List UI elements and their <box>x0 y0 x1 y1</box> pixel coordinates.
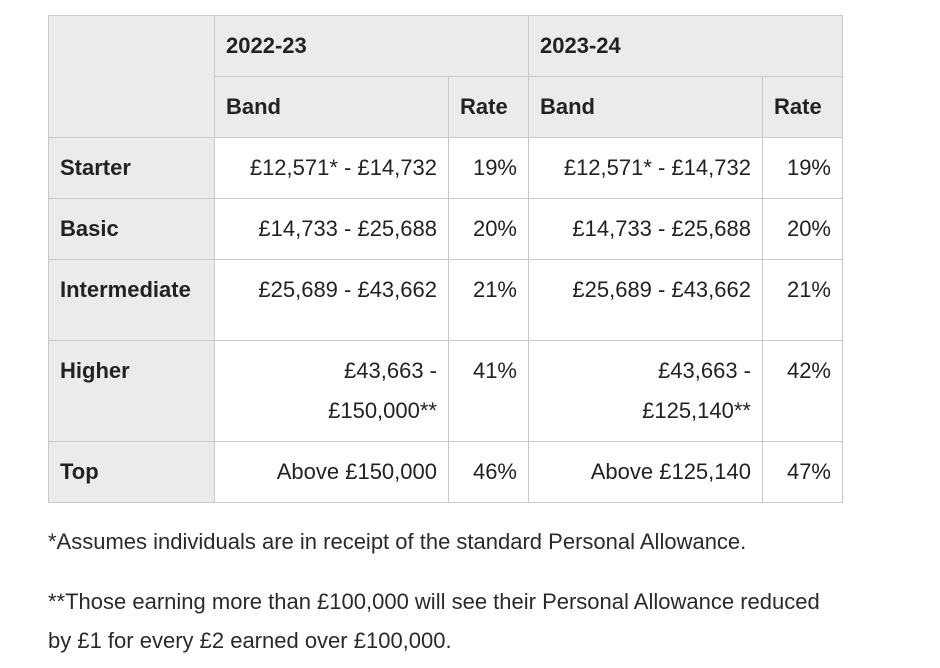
rate-header-2022-23: Rate <box>449 77 529 138</box>
rate-cell: 20% <box>449 199 529 260</box>
rate-cell: 46% <box>449 442 529 503</box>
rate-cell: 19% <box>449 138 529 199</box>
band-cell <box>529 341 763 442</box>
table-row <box>49 341 843 442</box>
rate-header-2023-24: Rate <box>763 77 843 138</box>
row-label-starter: Starter <box>49 138 215 199</box>
band-header-2023-24: Band <box>529 77 763 138</box>
band-cell: £25,689 - £43,662 <box>529 260 763 341</box>
footnote-personal-allowance: *Assumes individuals are in receipt of the standard Personal Allowance. <box>48 529 747 554</box>
band-line: £125,140** <box>642 398 751 423</box>
table-row <box>49 260 843 341</box>
year-header-2023-24: 2023-24 <box>529 16 843 77</box>
rate-cell: 21% <box>449 260 529 341</box>
table-row <box>49 199 843 260</box>
rate-cell: 42% <box>763 341 843 442</box>
row-label-top: Top <box>49 442 215 503</box>
band-cell: £12,571* - £14,732 <box>529 138 763 199</box>
band-cell: £14,733 - £25,688 <box>215 199 449 260</box>
table-row <box>49 138 843 199</box>
rate-cell: 21% <box>763 260 843 341</box>
table-row <box>49 442 843 503</box>
rate-cell: 20% <box>763 199 843 260</box>
band-cell: Above £150,000 <box>215 442 449 503</box>
band-cell: £14,733 - £25,688 <box>529 199 763 260</box>
band-line: £43,663 - <box>344 358 437 383</box>
band-line: £150,000** <box>328 398 437 423</box>
year-header-row <box>49 16 843 77</box>
row-label-higher: Higher <box>49 341 215 442</box>
band-line: £43,663 - <box>658 358 751 383</box>
year-header-2022-23: 2022-23 <box>215 16 529 77</box>
rate-cell: 19% <box>763 138 843 199</box>
income-tax-table <box>48 15 843 503</box>
row-label-intermediate: Intermediate <box>49 260 215 341</box>
footnote-allowance-reduction: **Those earning more than £100,000 will see their Personal Allowance reduced by £1 for every £2 earned over £100,000. <box>48 589 820 653</box>
band-cell: Above £125,140 <box>529 442 763 503</box>
row-label-basic: Basic <box>49 199 215 260</box>
rate-cell: 47% <box>763 442 843 503</box>
band-cell <box>215 341 449 442</box>
band-cell: £12,571* - £14,732 <box>215 138 449 199</box>
corner-cell <box>49 16 215 138</box>
rate-cell: 41% <box>449 341 529 442</box>
band-header-2022-23: Band <box>215 77 449 138</box>
band-cell: £25,689 - £43,662 <box>215 260 449 341</box>
